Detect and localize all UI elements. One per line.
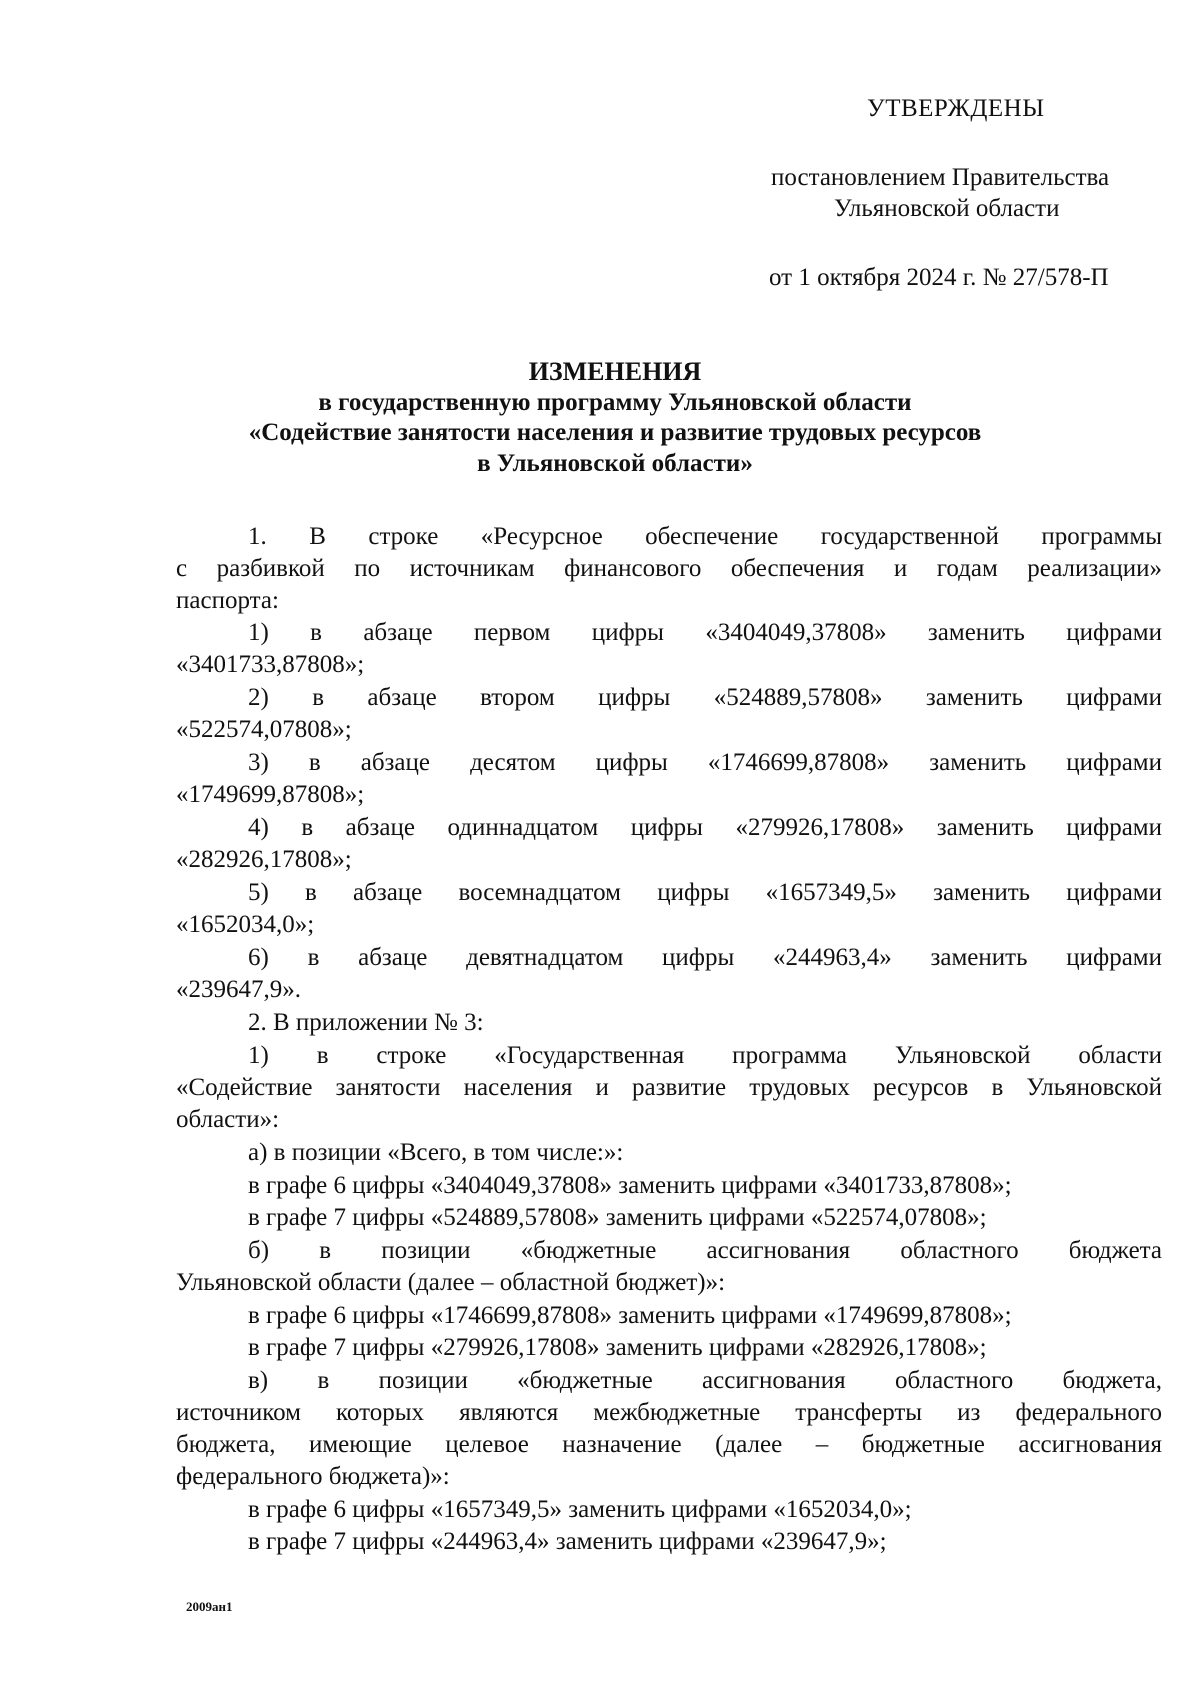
- subitem-v-line2: источником которых являются межбюджетные трансферты из федерального: [176, 1399, 1162, 1426]
- subitem-b-column7: в графе 7 цифры «279926,17808» заменить цифрами «282926,17808»;: [248, 1334, 987, 1361]
- subitem-b-line1: б) в позиции «бюджетные ассигнования областного бюджета: [248, 1237, 1162, 1264]
- item5-line2: «1652034,0»;: [176, 911, 315, 938]
- section1-line3: паспорта:: [176, 587, 279, 614]
- item2-line1: 2) в абзаце втором цифры «524889,57808» заменить цифрами: [248, 684, 1162, 711]
- item3-line2: «1749699,87808»;: [176, 781, 365, 808]
- title-line3: в Ульяновской области»: [477, 450, 753, 477]
- subitem-a-heading: а) в позиции «Всего, в том числе:»:: [248, 1139, 624, 1166]
- section1-line2: с разбивкой по источникам финансового обеспечения и годам реализации»: [176, 555, 1162, 582]
- approval-heading: УТВЕРЖДЕНЫ: [867, 95, 1045, 122]
- footer-document-code: 2009ан1: [186, 1599, 233, 1614]
- subitem-b-column6: в графе 6 цифры «1746699,87808» заменить цифрами «1749699,87808»;: [248, 1302, 1012, 1329]
- subitem-a-column6: в графе 6 цифры «3404049,37808» заменить цифрами «3401733,87808»;: [248, 1172, 1012, 1199]
- item1-line2: «3401733,87808»;: [176, 651, 365, 678]
- approval-by-line2: Ульяновской области: [834, 195, 1060, 222]
- approval-date-number: от 1 октября 2024 г. № 27/578-П: [769, 264, 1109, 291]
- section1-line1: 1. В строке «Ресурсное обеспечение государственной программы: [248, 523, 1162, 550]
- section2-heading: 2. В приложении № 3:: [248, 1009, 484, 1036]
- subitem-a-column7: в графе 7 цифры «524889,57808» заменить цифрами «522574,07808»;: [248, 1204, 987, 1231]
- item1-line1: 1) в абзаце первом цифры «3404049,37808» заменить цифрами: [248, 619, 1162, 646]
- approval-by-line1: постановлением Правительства: [771, 164, 1110, 191]
- subitem-v-line3: бюджета, имеющие целевое назначение (далее – бюджетные ассигнования: [176, 1431, 1162, 1458]
- section2-item1-line3: области»:: [176, 1106, 280, 1133]
- item2-line2: «522574,07808»;: [176, 716, 352, 743]
- item6-line1: 6) в абзаце девятнадцатом цифры «244963,4» заменить цифрами: [248, 944, 1162, 971]
- subitem-v-column6: в графе 6 цифры «1657349,5» заменить цифрами «1652034,0»;: [248, 1496, 912, 1523]
- subitem-v-line4: федерального бюджета)»:: [176, 1463, 450, 1490]
- section2-item1-line1: 1) в строке «Государственная программа Ульяновской области: [248, 1042, 1162, 1069]
- item3-line1: 3) в абзаце десятом цифры «1746699,87808» заменить цифрами: [248, 749, 1162, 776]
- item4-line2: «282926,17808»;: [176, 846, 352, 873]
- subitem-v-line1: в) в позиции «бюджетные ассигнования областного бюджета,: [248, 1367, 1162, 1394]
- section2-item1-line2: «Содействие занятости населения и развитие трудовых ресурсов в Ульяновской: [176, 1074, 1162, 1101]
- title-line1: в государственную программу Ульяновской области: [318, 389, 912, 416]
- item5-line1: 5) в абзаце восемнадцатом цифры «1657349,5» заменить цифрами: [248, 879, 1162, 906]
- subitem-v-column7: в графе 7 цифры «244963,4» заменить цифрами «239647,9»;: [248, 1528, 887, 1555]
- item4-line1: 4) в абзаце одиннадцатом цифры «279926,17808» заменить цифрами: [248, 814, 1162, 841]
- title-line2: «Содействие занятости населения и развитие трудовых ресурсов: [248, 419, 982, 446]
- subitem-b-line2: Ульяновской области (далее – областной бюджет)»:: [176, 1269, 726, 1296]
- document-title: ИЗМЕНЕНИЯ: [528, 357, 702, 386]
- item6-line2: «239647,9».: [176, 976, 301, 1003]
